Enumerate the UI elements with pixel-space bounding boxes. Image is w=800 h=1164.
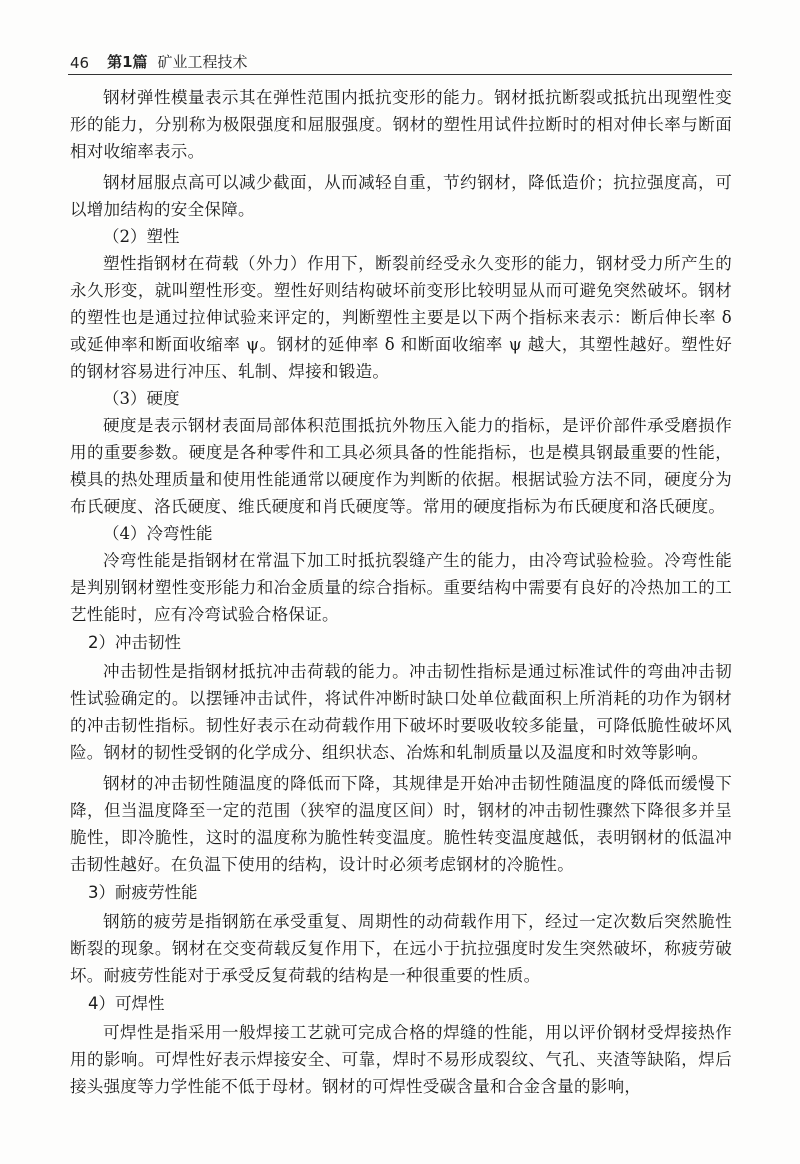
page-number: 46 [70, 54, 90, 72]
paragraph: 硬度是表示钢材表面局部体积范围抵抗外物压入能力的指标，是评价部件承受磨损作用的重要参数。硬度是各种零件和工具必须具备的性能指标，也是模具钢最重要的性能，模具的热处理质量和使用性能通常以硬度作为判断的依据。根据试验方法不同，硬度分为布氏硬度、洛氏硬度、维氏硬度和肖氏硬度等。常用的硬度指标为布氏硬度和洛氏硬度。 [70, 416, 732, 516]
part-title: 第1篇 [107, 53, 148, 71]
chapter-title: 矿业工程技术 [157, 53, 248, 71]
subsection-heading-cold-bend: （4）冷弯性能 [103, 524, 213, 543]
paragraph: 冲击韧性是指钢材抵抗冲击荷载的能力。冲击韧性指标是通过标准试件的弯曲冲击韧性试验确定的。以摆锤冲击试件，将试件冲断时缺口处单位截面积上所消耗的功作为钢材的冲击韧性指标。韧性好表示在动荷载作用下破坏时要吸收较多能量，可降低脆性破坏风险。钢材的韧性受钢的化学成分、组织状态、冶炼和轧制质量以及温度和时效等影响。 [70, 662, 732, 762]
paragraph: 钢材屈服点高可以减少截面，从而减轻自重，节约钢材，降低造价；抗拉强度高，可以增加结构的安全保障。 [70, 173, 732, 219]
paragraph: 冷弯性能是指钢材在常温下加工时抵抗裂缝产生的能力，由冷弯试验检验。冷弯性能是判别钢材塑性变形能力和冶金质量的综合指标。重要结构中需要有良好的冷热加工的工艺性能时，应有冷弯试验合格保证。 [70, 551, 732, 624]
subsection-heading-plasticity: （2）塑性 [103, 227, 180, 246]
section-heading-impact-toughness: 2）冲击韧性 [88, 633, 181, 652]
paragraph: 钢筋的疲劳是指钢筋在承受重复、周期性的动荷载作用下，经过一定次数后突然脆性断裂的现象。钢材在交变荷载反复作用下，在远小于抗拉强度时发生突然破坏，称疲劳破坏。耐疲劳性能对于承受反复荷载的结构是一种很重要的性质。 [70, 912, 732, 985]
paragraph: 钢材弹性模量表示其在弹性范围内抵抗变形的能力。钢材抵抗断裂或抵抗出现塑性变形的能力，分别称为极限强度和屈服强度。钢材的塑性用试件拉断时的相对伸长率与断面相对收缩率表示。 [70, 88, 732, 161]
subsection-heading-hardness: （3）硬度 [103, 389, 180, 408]
running-header [70, 46, 732, 72]
section-heading-fatigue: 3）耐疲劳性能 [88, 883, 198, 902]
body-text [70, 84, 732, 1100]
paragraph: 可焊性是指采用一般焊接工艺就可完成合格的焊缝的性能，用以评价钢材受焊接热作用的影响。可焊性好表示焊接安全、可靠，焊时不易形成裂纹、气孔、夹渣等缺陷，焊后接头强度等力学性能不低于母材。钢材的可焊性受碳含量和合金含量的影响， [70, 1023, 732, 1096]
paragraph: 钢材的冲击韧性随温度的降低而下降，其规律是开始冲击韧性随温度的降低而缓慢下降，但当温度降至一定的范围（狭窄的温度区间）时，钢材的冲击韧性骤然下降很多并呈脆性，即冷脆性，这时的温度称为脆性转变温度。脆性转变温度越低，表明钢材的低温冲击韧性越好。在负温下使用的结构，设计时必须考虑钢材的冷脆性。 [70, 774, 732, 874]
header-rule [68, 74, 732, 75]
paragraph: 塑性指钢材在荷载（外力）作用下，断裂前经受永久变形的能力，钢材受力所产生的永久形变，就叫塑性形变。塑性好则结构破坏前变形比较明显从而可避免突然破坏。钢材的塑性也是通过拉伸试验来评定的，判断塑性主要是以下两个指标来表示：断后伸长率 δ 或延伸率和断面收缩率 ψ。钢材的延伸率 δ 和断面收缩率 ψ 越大，其塑性越好。塑性好的钢材容易进行冲压、轧制、焊接和锻造。 [70, 254, 732, 381]
section-heading-weldability: 4）可焊性 [88, 994, 165, 1013]
